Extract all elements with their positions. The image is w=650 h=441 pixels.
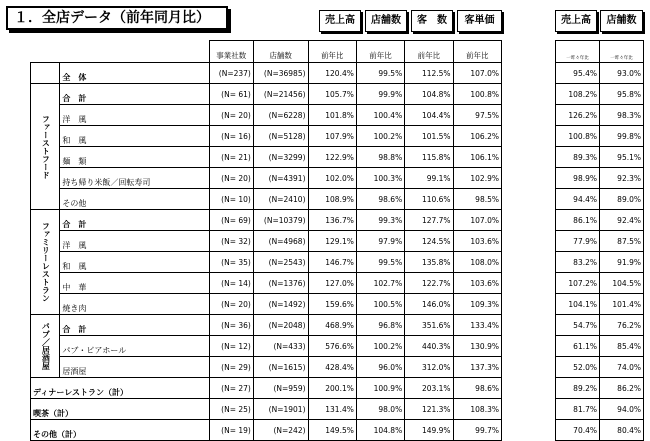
right-table-row: [556, 273, 644, 294]
category-spacer: [31, 63, 60, 84]
stores-cell: (N=1615): [253, 357, 308, 378]
header-store-count: 店舗数: [365, 10, 407, 32]
right-sales-cell: 104.1%: [556, 294, 600, 315]
right-sales-cell: 94.4%: [556, 189, 600, 210]
customers-cell: 122.7%: [405, 273, 453, 294]
companies-cell: (N= 32): [209, 231, 253, 252]
customers-cell: 104.4%: [405, 105, 453, 126]
unit-price-cell: 103.6%: [453, 231, 501, 252]
row-label: 持ち帰り米飯／回転寿司: [60, 168, 209, 189]
right-stores-cell: 98.3%: [600, 105, 644, 126]
stores-cell: (N=1376): [253, 273, 308, 294]
right-table-row: [556, 189, 644, 210]
header-right-store-count: 店舗数: [600, 10, 643, 32]
row-label: 洋 風: [60, 231, 209, 252]
customers-cell: 115.8%: [405, 147, 453, 168]
right-data-table: [555, 40, 644, 441]
stores-cell: (N=242): [253, 420, 308, 441]
right-stores-cell: 74.0%: [600, 357, 644, 378]
col-header-stores: 店舗数: [253, 41, 308, 63]
row-label: 洋 風: [60, 105, 209, 126]
sales-cell: 576.6%: [308, 336, 356, 357]
store-count-cell: 100.2%: [356, 336, 404, 357]
store-count-cell: 99.5%: [356, 63, 404, 84]
row-label: 居酒屋: [60, 357, 209, 378]
customers-cell: 146.0%: [405, 294, 453, 315]
sales-cell: 101.8%: [308, 105, 356, 126]
row-label: 和 風: [60, 252, 209, 273]
right-sales-cell: 107.2%: [556, 273, 600, 294]
store-count-cell: 96.0%: [356, 357, 404, 378]
row-label: 喫茶（計）: [31, 399, 210, 420]
right-stores-cell: 92.4%: [600, 210, 644, 231]
header-unit-price: 客単価: [457, 10, 502, 32]
right-table-row: [556, 126, 644, 147]
sales-cell: 468.9%: [308, 315, 356, 336]
right-table-row: [556, 294, 644, 315]
column-header-row: [31, 41, 502, 63]
row-label: 合 計: [60, 84, 209, 105]
sales-cell: 127.0%: [308, 273, 356, 294]
right-stores-cell: 104.5%: [600, 273, 644, 294]
customers-cell: 312.0%: [405, 357, 453, 378]
stores-cell: (N=1901): [253, 399, 308, 420]
col-header-stores-yoy: 前年比: [356, 41, 404, 63]
customers-cell: 99.1%: [405, 168, 453, 189]
customers-cell: 351.6%: [405, 315, 453, 336]
right-column-header-row: [556, 41, 644, 63]
companies-cell: (N= 14): [209, 273, 253, 294]
unit-price-cell: 106.2%: [453, 126, 501, 147]
category-pub-izakaya: パブ／居酒屋: [31, 315, 60, 378]
right-sales-cell: 89.2%: [556, 378, 600, 399]
customers-cell: 203.1%: [405, 378, 453, 399]
table-row: [31, 168, 502, 189]
stores-cell: (N=4968): [253, 231, 308, 252]
right-table-row: [556, 63, 644, 84]
row-label: 焼き肉: [60, 294, 209, 315]
store-count-cell: 98.0%: [356, 399, 404, 420]
right-sales-cell: 77.9%: [556, 231, 600, 252]
right-stores-cell: 85.4%: [600, 336, 644, 357]
stores-cell: (N=433): [253, 336, 308, 357]
sales-cell: 146.7%: [308, 252, 356, 273]
store-count-cell: 100.4%: [356, 105, 404, 126]
right-sales-cell: 108.2%: [556, 84, 600, 105]
col-header-unit-price-yoy: 前年比: [453, 41, 501, 63]
header-customers: 客 数: [411, 10, 453, 32]
stores-cell: (N=10379): [253, 210, 308, 231]
stores-cell: (N=6228): [253, 105, 308, 126]
row-label: ディナーレストラン（計）: [31, 378, 210, 399]
row-label: その他: [60, 189, 209, 210]
companies-cell: (N= 25): [209, 399, 253, 420]
right-table-row: [556, 168, 644, 189]
right-stores-cell: 86.2%: [600, 378, 644, 399]
companies-cell: (N= 20): [209, 294, 253, 315]
row-label: 麺 類: [60, 147, 209, 168]
store-count-cell: 98.8%: [356, 147, 404, 168]
right-sales-cell: 52.0%: [556, 357, 600, 378]
stores-cell: (N=4391): [253, 168, 308, 189]
customers-cell: 112.5%: [405, 63, 453, 84]
table-row: [31, 252, 502, 273]
right-table-row: [556, 336, 644, 357]
right-sales-cell: 70.4%: [556, 420, 600, 441]
sales-cell: 200.1%: [308, 378, 356, 399]
stores-cell: (N=1492): [253, 294, 308, 315]
sales-cell: 149.5%: [308, 420, 356, 441]
page-title: １．全店データ（前年同月比）: [6, 6, 228, 30]
right-stores-cell: 76.2%: [600, 315, 644, 336]
table-row: [31, 189, 502, 210]
unit-price-cell: 103.6%: [453, 273, 501, 294]
table-row: [31, 294, 502, 315]
table-row: [31, 357, 502, 378]
customers-cell: 135.8%: [405, 252, 453, 273]
right-table-row: [556, 84, 644, 105]
right-table-row: [556, 399, 644, 420]
table-row: [31, 336, 502, 357]
companies-cell: (N= 21): [209, 147, 253, 168]
sales-cell: 108.9%: [308, 189, 356, 210]
unit-price-cell: 102.9%: [453, 168, 501, 189]
right-stores-cell: 94.0%: [600, 399, 644, 420]
companies-cell: (N= 36): [209, 315, 253, 336]
unit-price-cell: 137.3%: [453, 357, 501, 378]
row-label: 和 風: [60, 126, 209, 147]
table-row: [31, 273, 502, 294]
table-row: [31, 378, 502, 399]
companies-cell: (N= 35): [209, 252, 253, 273]
right-col-header-sales: 一昨々年比: [556, 41, 600, 63]
unit-price-cell: 130.9%: [453, 336, 501, 357]
col-header-customers-yoy: 前年比: [405, 41, 453, 63]
right-table-row: [556, 357, 644, 378]
right-sales-cell: 126.2%: [556, 105, 600, 126]
right-sales-cell: 98.9%: [556, 168, 600, 189]
unit-price-cell: 99.7%: [453, 420, 501, 441]
customers-cell: 110.6%: [405, 189, 453, 210]
table-row: [31, 105, 502, 126]
right-stores-cell: 80.4%: [600, 420, 644, 441]
sales-cell: 131.4%: [308, 399, 356, 420]
store-count-cell: 100.3%: [356, 168, 404, 189]
right-sales-cell: 100.8%: [556, 126, 600, 147]
table-row: [31, 126, 502, 147]
table-row: [31, 315, 502, 336]
sales-cell: 122.9%: [308, 147, 356, 168]
unit-price-cell: 133.4%: [453, 315, 501, 336]
stores-cell: (N=3299): [253, 147, 308, 168]
main-data-table: [30, 40, 502, 441]
companies-cell: (N= 10): [209, 189, 253, 210]
right-sales-cell: 95.4%: [556, 63, 600, 84]
right-sales-cell: 89.3%: [556, 147, 600, 168]
unit-price-cell: 108.0%: [453, 252, 501, 273]
customers-cell: 149.9%: [405, 420, 453, 441]
customers-cell: 127.7%: [405, 210, 453, 231]
right-table-row: [556, 420, 644, 441]
stores-cell: (N=21456): [253, 84, 308, 105]
col-header-companies: 事業社数: [209, 41, 253, 63]
header-right-sales: 売上高: [555, 10, 597, 32]
store-count-cell: 99.3%: [356, 210, 404, 231]
right-sales-cell: 54.7%: [556, 315, 600, 336]
companies-cell: (N= 69): [209, 210, 253, 231]
unit-price-cell: 109.3%: [453, 294, 501, 315]
row-label: 合 計: [60, 315, 209, 336]
right-table-row: [556, 210, 644, 231]
sales-cell: 159.6%: [308, 294, 356, 315]
stores-cell: (N=2543): [253, 252, 308, 273]
right-stores-cell: 92.3%: [600, 168, 644, 189]
sales-cell: 107.9%: [308, 126, 356, 147]
row-label: 合 計: [60, 210, 209, 231]
store-count-cell: 97.9%: [356, 231, 404, 252]
right-stores-cell: 91.9%: [600, 252, 644, 273]
right-table-row: [556, 378, 644, 399]
category-fast-food: ファーストフード: [31, 84, 60, 210]
right-stores-cell: 89.0%: [600, 189, 644, 210]
right-stores-cell: 87.5%: [600, 231, 644, 252]
companies-cell: (N= 29): [209, 357, 253, 378]
right-stores-cell: 95.1%: [600, 147, 644, 168]
unit-price-cell: 107.0%: [453, 210, 501, 231]
table-row: [31, 84, 502, 105]
right-stores-cell: 99.8%: [600, 126, 644, 147]
right-sales-cell: 83.2%: [556, 252, 600, 273]
row-label: パブ・ビアホール: [60, 336, 209, 357]
stores-cell: (N=2048): [253, 315, 308, 336]
unit-price-cell: 108.3%: [453, 399, 501, 420]
companies-cell: (N=237): [209, 63, 253, 84]
table-row: [31, 210, 502, 231]
table-row: [31, 420, 502, 441]
stores-cell: (N=959): [253, 378, 308, 399]
col-header-sales-yoy: 前年比: [308, 41, 356, 63]
right-stores-cell: 101.4%: [600, 294, 644, 315]
right-col-header-stores: 一昨々年比: [600, 41, 644, 63]
companies-cell: (N= 20): [209, 168, 253, 189]
store-count-cell: 100.5%: [356, 294, 404, 315]
companies-cell: (N= 20): [209, 105, 253, 126]
companies-cell: (N= 19): [209, 420, 253, 441]
table-row: [31, 399, 502, 420]
right-table-row: [556, 315, 644, 336]
store-count-cell: 102.7%: [356, 273, 404, 294]
store-count-cell: 100.9%: [356, 378, 404, 399]
right-table-row: [556, 252, 644, 273]
sales-cell: 428.4%: [308, 357, 356, 378]
header-sales: 売上高: [319, 10, 361, 32]
row-label: 全 体: [60, 63, 209, 84]
sales-cell: 136.7%: [308, 210, 356, 231]
sales-cell: 105.7%: [308, 84, 356, 105]
store-count-cell: 99.5%: [356, 252, 404, 273]
right-stores-cell: 93.0%: [600, 63, 644, 84]
right-sales-cell: 81.7%: [556, 399, 600, 420]
customers-cell: 101.5%: [405, 126, 453, 147]
store-count-cell: 96.8%: [356, 315, 404, 336]
companies-cell: (N= 12): [209, 336, 253, 357]
right-table-row: [556, 105, 644, 126]
companies-cell: (N= 61): [209, 84, 253, 105]
customers-cell: 124.5%: [405, 231, 453, 252]
right-sales-cell: 61.1%: [556, 336, 600, 357]
sales-cell: 120.4%: [308, 63, 356, 84]
row-label: 中 華: [60, 273, 209, 294]
category-family-restaurant: ファミリーレストラン: [31, 210, 60, 315]
table-row: [31, 231, 502, 252]
right-sales-cell: 86.1%: [556, 210, 600, 231]
unit-price-cell: 106.1%: [453, 147, 501, 168]
unit-price-cell: 98.5%: [453, 189, 501, 210]
companies-cell: (N= 16): [209, 126, 253, 147]
store-count-cell: 104.8%: [356, 420, 404, 441]
right-stores-cell: 95.8%: [600, 84, 644, 105]
sales-cell: 129.1%: [308, 231, 356, 252]
right-table-row: [556, 147, 644, 168]
unit-price-cell: 98.6%: [453, 378, 501, 399]
customers-cell: 121.3%: [405, 399, 453, 420]
stores-cell: (N=36985): [253, 63, 308, 84]
unit-price-cell: 100.8%: [453, 84, 501, 105]
store-count-cell: 98.6%: [356, 189, 404, 210]
sales-cell: 102.0%: [308, 168, 356, 189]
table-row: [31, 63, 502, 84]
store-count-cell: 99.9%: [356, 84, 404, 105]
store-count-cell: 100.2%: [356, 126, 404, 147]
unit-price-cell: 107.0%: [453, 63, 501, 84]
customers-cell: 104.8%: [405, 84, 453, 105]
customers-cell: 440.3%: [405, 336, 453, 357]
companies-cell: (N= 27): [209, 378, 253, 399]
table-row: [31, 147, 502, 168]
stores-cell: (N=2410): [253, 189, 308, 210]
row-label: その他（計）: [31, 420, 210, 441]
stores-cell: (N=5128): [253, 126, 308, 147]
right-table-row: [556, 231, 644, 252]
unit-price-cell: 97.5%: [453, 105, 501, 126]
